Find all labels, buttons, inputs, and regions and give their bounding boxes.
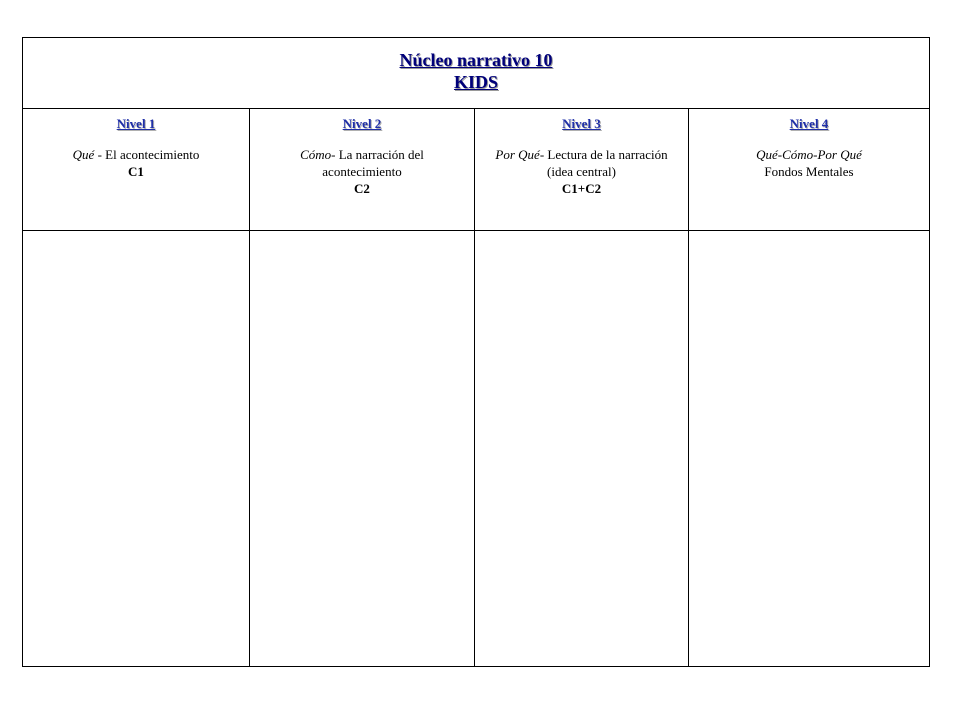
level-1-description xyxy=(23,146,249,163)
level-4-label: Nivel 4 xyxy=(789,116,829,131)
level-2-label: Nivel 2 xyxy=(342,116,382,131)
level-1-desc-text: - El acontecimiento xyxy=(94,147,200,162)
level-4-desc-text: Fondos Mentales xyxy=(764,164,854,179)
level-4-cell xyxy=(689,108,929,230)
level-1-desc-italic: Qué xyxy=(72,147,95,162)
level-2-desc-text: - La narración del acontecimiento xyxy=(322,147,424,179)
level-3-code: C1+C2 xyxy=(561,181,602,196)
level-1-cell xyxy=(23,108,250,230)
answers-row xyxy=(23,231,929,666)
level-2-description xyxy=(250,146,474,180)
level-3-description xyxy=(475,146,688,180)
level-4-answer-cell[interactable] xyxy=(689,231,929,666)
level-1-code: C1 xyxy=(128,164,144,179)
level-2-answer-cell[interactable] xyxy=(250,231,475,666)
table-header xyxy=(23,38,929,109)
level-3-desc-text: - Lectura de la narración (idea central) xyxy=(539,147,668,179)
level-2-desc-italic: Cómo xyxy=(300,147,332,162)
level-2-code: C2 xyxy=(354,181,370,196)
level-1-answer-cell[interactable] xyxy=(23,231,250,666)
page-title: Núcleo narrativo 10 xyxy=(399,50,553,70)
levels-row xyxy=(23,108,929,231)
level-3-desc-italic: Por Qué xyxy=(495,147,540,162)
level-3-cell xyxy=(475,108,689,230)
narrative-table xyxy=(22,37,930,667)
page-subtitle: KIDS xyxy=(453,72,498,92)
level-3-answer-cell[interactable] xyxy=(475,231,689,666)
level-3-label: Nivel 3 xyxy=(562,116,601,131)
level-4-description xyxy=(689,146,929,180)
level-4-desc-italic: Qué-Cómo-Por Qué xyxy=(756,147,862,162)
level-2-cell xyxy=(250,108,475,230)
level-1-label: Nivel 1 xyxy=(116,116,156,131)
